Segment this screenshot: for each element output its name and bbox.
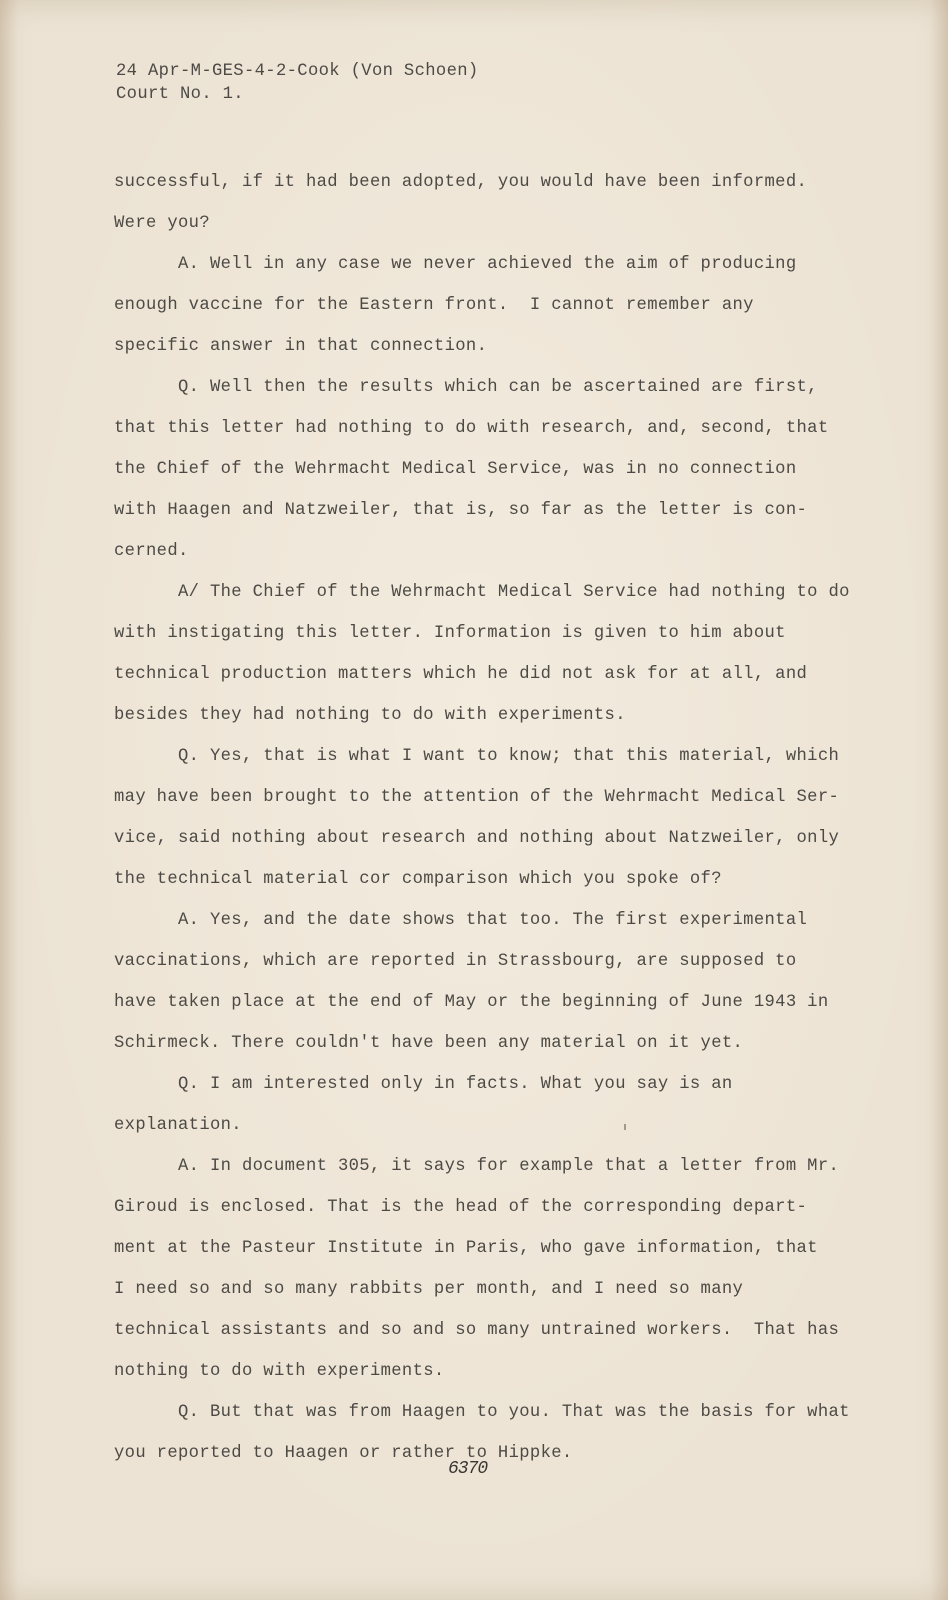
transcript-line: with instigating this letter. Information is given to him about	[114, 624, 786, 643]
transcript-line: nothing to do with experiments.	[114, 1362, 445, 1381]
transcript-line: have taken place at the end of May or the beginning of June 1943 in	[114, 993, 829, 1012]
transcript-line: specific answer in that connection.	[114, 337, 488, 356]
transcript-line: that this letter had nothing to do with research, and, second, that	[114, 419, 829, 438]
transcript-line: explanation.	[114, 1116, 242, 1135]
transcript-line: vice, said nothing about research and nothing about Natzweiler, only	[114, 829, 840, 848]
header-case-reference: 24 Apr-M-GES-4-2-Cook (Von Schoen)	[116, 62, 479, 81]
transcript-line: Q. But that was from Haagen to you. That was the basis for what	[114, 1403, 850, 1422]
page-number: 6370	[448, 1459, 488, 1479]
paper-speck	[624, 1124, 626, 1130]
transcript-line: A. Yes, and the date shows that too. The first experimental	[114, 911, 808, 930]
transcript-line: vaccinations, which are reported in Strassbourg, are supposed to	[114, 952, 797, 971]
transcript-line: may have been brought to the attention of the Wehrmacht Medical Ser-	[114, 788, 840, 807]
transcript-line: the Chief of the Wehrmacht Medical Service, was in no connection	[114, 460, 797, 479]
transcript-line: I need so and so many rabbits per month, and I need so many	[114, 1280, 744, 1299]
transcript-line: technical assistants and so and so many untrained workers. That has	[114, 1321, 840, 1340]
transcript-line: the technical material cor comparison which you spoke of?	[114, 870, 722, 889]
transcript-line: you reported to Haagen or rather to Hippke.	[114, 1444, 573, 1463]
transcript-line: Q. Yes, that is what I want to know; that this material, which	[114, 747, 840, 766]
transcript-line: with Haagen and Natzweiler, that is, so far as the letter is con-	[114, 501, 808, 520]
transcript-body	[114, 162, 850, 1474]
transcript-line: enough vaccine for the Eastern front. I cannot remember any	[114, 296, 754, 315]
transcript-line: cerned.	[114, 542, 189, 561]
transcript-line: Q. I am interested only in facts. What you say is an	[114, 1075, 733, 1094]
transcript-line: technical production matters which he did not ask for at all, and	[114, 665, 808, 684]
transcript-line: Q. Well then the results which can be ascertained are first,	[114, 378, 818, 397]
transcript-line: Were you?	[114, 214, 210, 233]
transcript-line: successful, if it had been adopted, you would have been informed.	[114, 173, 808, 192]
transcript-line: ment at the Pasteur Institute in Paris, who gave information, that	[114, 1239, 818, 1258]
transcript-line: A/ The Chief of the Wehrmacht Medical Service had nothing to do	[114, 583, 850, 602]
header-court-number: Court No. 1.	[116, 85, 244, 104]
transcript-line: besides they had nothing to do with experiments.	[114, 706, 626, 725]
document-header	[116, 60, 479, 106]
transcript-line: Schirmeck. There couldn't have been any material on it yet.	[114, 1034, 744, 1053]
transcript-line: A. Well in any case we never achieved the aim of producing	[114, 255, 797, 274]
transcript-line: Giroud is enclosed. That is the head of the corresponding depart-	[114, 1198, 808, 1217]
transcript-line: A. In document 305, it says for example that a letter from Mr.	[114, 1157, 840, 1176]
